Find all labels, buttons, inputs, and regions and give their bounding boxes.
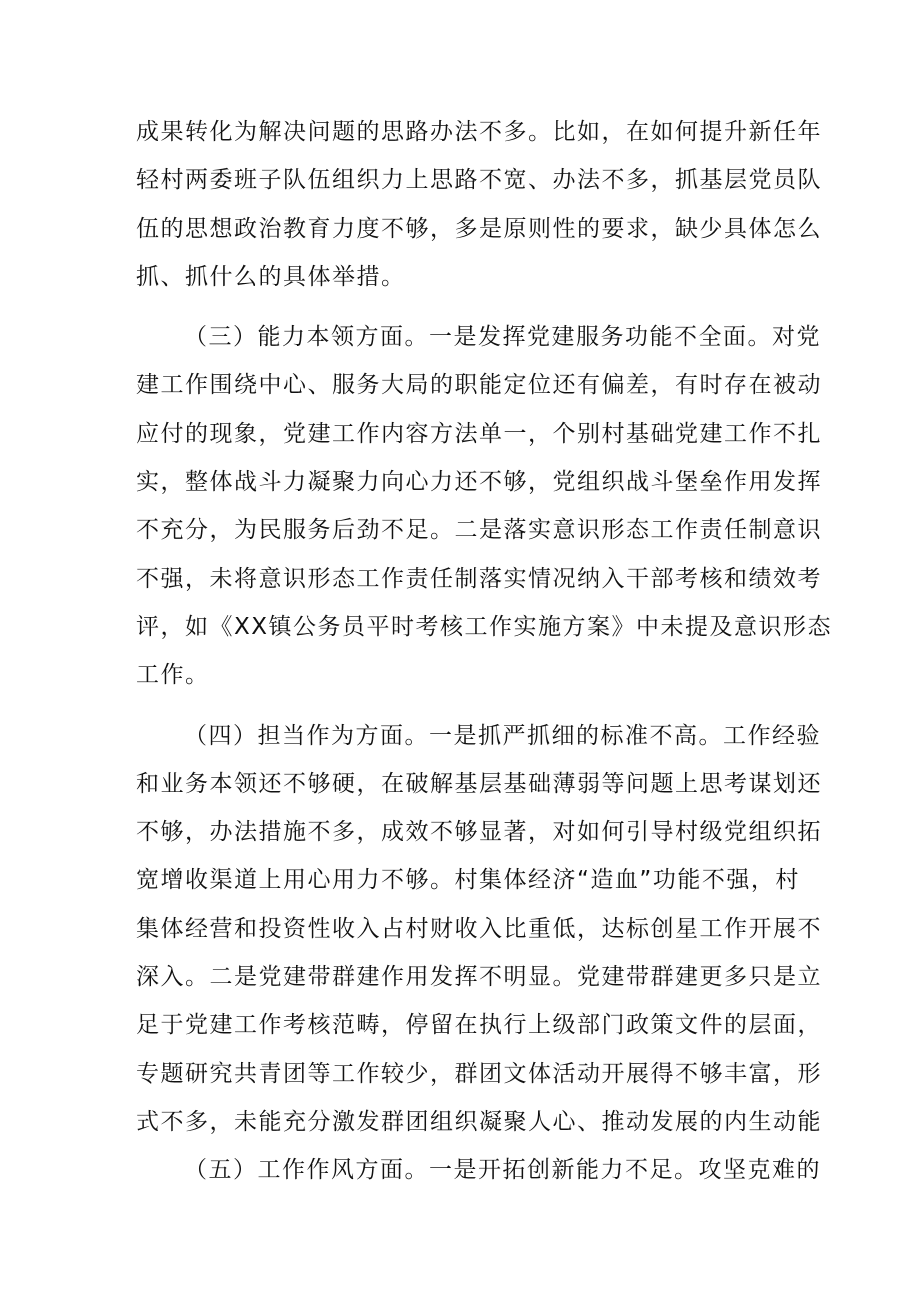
paragraph-continuation xyxy=(136,108,822,301)
text-line: 轻村两委班子队伍组织力上思路不宽、办法不多，抓基层党员队 xyxy=(136,167,822,194)
text-line: （五）工作作风方面。一是开拓创新能力不足。攻坚克难的 xyxy=(184,1157,821,1184)
text-line: 伍的思想政治教育力度不够，多是原则性的要求，缺少具体怎么 xyxy=(136,215,822,242)
text-line: 不够，办法措施不多，成效不够显著，对如何引导村级党组织拓 xyxy=(136,819,822,846)
text-line: 足于党建工作考核范畴，停留在执行上级部门政策文件的层面， xyxy=(136,1012,822,1039)
text-line: 抓、抓什么的具体举措。 xyxy=(136,263,406,290)
text-line: 实，整体战斗力凝聚力向心力还不够，党组织战斗堡垒作用发挥 xyxy=(136,469,822,496)
text-line: 集体经营和投资性收入占村财收入比重低，达标创星工作开展不 xyxy=(136,915,822,942)
text-line: 不充分，为民服务后劲不足。二是落实意识形态工作责任制意识 xyxy=(136,517,822,544)
text-line: 成果转化为解决问题的思路办法不多。比如，在如何提升新任年 xyxy=(136,119,822,145)
text-line: （三）能力本领方面。一是发挥党建服务功能不全面。对党 xyxy=(184,324,821,351)
paragraph-gap xyxy=(136,700,788,712)
document-body xyxy=(136,108,833,1195)
text-line: 深入。二是党建带群建作用发挥不明显。党建带群建更多只是立 xyxy=(136,964,822,991)
text-line: 不强，未将意识形态工作责任制落实情况纳入干部考核和绩效考 xyxy=(136,565,822,592)
paragraph-work-style xyxy=(136,1146,821,1194)
text-line: 工作。 xyxy=(136,662,210,689)
text-line: 应付的现象，党建工作内容方法单一，个别村基础党建工作不扎 xyxy=(136,420,822,447)
text-line: （四）担当作为方面。一是抓严抓细的标准不高。工作经验 xyxy=(184,722,821,749)
text-line: 式不多，未能充分激发群团组织凝聚人心、推动发展的内生动能 xyxy=(136,1108,822,1135)
text-line: 评，如《XX镇公务员平时考核工作实施方案》中未提及意识形态 xyxy=(136,613,833,640)
text-line: 和业务本领还不够硬，在破解基层基础薄弱等问题上思考谋划还 xyxy=(136,770,822,797)
paragraph-ability xyxy=(136,313,833,699)
paragraph-responsibility xyxy=(136,712,822,1147)
text-line: 宽增收渠道上用心用力不够。村集体经济“造血”功能不强，村 xyxy=(136,867,800,894)
paragraph-gap xyxy=(136,301,788,313)
text-line: 专题研究共青团等工作较少，群团文体活动开展得不够丰富，形 xyxy=(136,1060,822,1087)
text-line: 建工作围绕中心、服务大局的职能定位还有偏差，有时存在被动 xyxy=(136,372,822,399)
